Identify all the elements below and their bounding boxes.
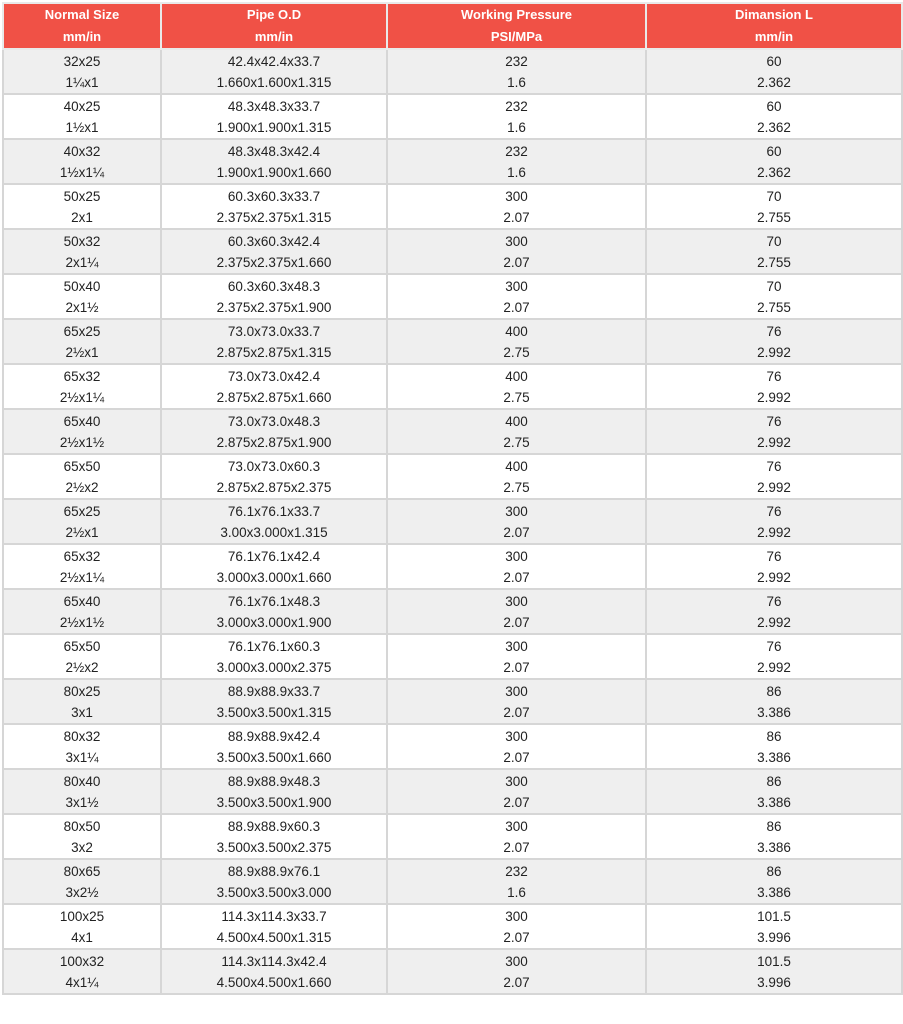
cell-dimension-l bbox=[646, 499, 902, 544]
imperial-value: 2.875x2.875x2.375 bbox=[216, 479, 332, 495]
imperial-value: 1½x1¼ bbox=[59, 164, 105, 180]
cell-working-pressure bbox=[387, 139, 646, 184]
imperial-value: 2.07 bbox=[503, 839, 530, 855]
imperial-value: 2.362 bbox=[757, 164, 791, 180]
imperial-value: 3.996 bbox=[757, 929, 791, 945]
imperial-value: 1½x1 bbox=[65, 119, 99, 135]
imperial-value: 2.375x2.375x1.900 bbox=[216, 299, 332, 315]
imperial-value: 1.660x1.600x1.315 bbox=[216, 74, 332, 90]
cell-dimension-l bbox=[646, 319, 902, 364]
imperial-value: 2.875x2.875x1.315 bbox=[216, 344, 332, 360]
metric-value: 400 bbox=[505, 368, 528, 384]
imperial-value: 3.386 bbox=[757, 749, 791, 765]
metric-value: 60 bbox=[766, 98, 782, 114]
cell-working-pressure bbox=[387, 184, 646, 229]
imperial-value: 2.07 bbox=[503, 749, 530, 765]
metric-value: 300 bbox=[505, 548, 528, 564]
header-label: Dimansion L bbox=[734, 7, 813, 22]
cell-pipe-od bbox=[161, 364, 387, 409]
imperial-value: 2.992 bbox=[757, 659, 791, 675]
metric-value: 76 bbox=[766, 503, 782, 519]
imperial-value: 4x1¼ bbox=[65, 974, 99, 990]
imperial-value: 1.900x1.900x1.315 bbox=[216, 119, 332, 135]
metric-value: 73.0x73.0x42.4 bbox=[227, 368, 321, 384]
table-row bbox=[3, 724, 902, 769]
cell-dimension-l bbox=[646, 139, 902, 184]
table-row bbox=[3, 184, 902, 229]
cell-dimension-l bbox=[646, 724, 902, 769]
cell-normal-size bbox=[3, 49, 161, 94]
cell-working-pressure bbox=[387, 364, 646, 409]
metric-value: 232 bbox=[505, 863, 528, 879]
imperial-value: 2.362 bbox=[757, 119, 791, 135]
imperial-value: 2.07 bbox=[503, 794, 530, 810]
header-pipe-od bbox=[161, 3, 387, 49]
cell-dimension-l bbox=[646, 814, 902, 859]
metric-value: 88.9x88.9x48.3 bbox=[227, 773, 321, 789]
table-row bbox=[3, 364, 902, 409]
imperial-value: 3.000x3.000x1.660 bbox=[216, 569, 332, 585]
cell-pipe-od bbox=[161, 184, 387, 229]
metric-value: 86 bbox=[766, 728, 782, 744]
cell-pipe-od bbox=[161, 94, 387, 139]
imperial-value: 2.992 bbox=[757, 524, 791, 540]
metric-value: 65x40 bbox=[63, 413, 101, 429]
metric-value: 65x25 bbox=[63, 503, 101, 519]
metric-value: 400 bbox=[505, 413, 528, 429]
cell-normal-size bbox=[3, 949, 161, 994]
cell-normal-size bbox=[3, 499, 161, 544]
metric-value: 88.9x88.9x76.1 bbox=[227, 863, 321, 879]
metric-value: 86 bbox=[766, 683, 782, 699]
metric-value: 73.0x73.0x33.7 bbox=[227, 323, 321, 339]
imperial-value: 2½x1 bbox=[65, 524, 99, 540]
imperial-value: 2.07 bbox=[503, 209, 530, 225]
metric-value: 65x32 bbox=[63, 548, 101, 564]
metric-value: 70 bbox=[766, 233, 782, 249]
cell-pipe-od bbox=[161, 409, 387, 454]
metric-value: 60.3x60.3x48.3 bbox=[227, 278, 321, 294]
imperial-value: 2.875x2.875x1.900 bbox=[216, 434, 332, 450]
metric-value: 70 bbox=[766, 188, 782, 204]
imperial-value: 2.75 bbox=[503, 434, 530, 450]
cell-normal-size bbox=[3, 814, 161, 859]
imperial-value: 2½x1¼ bbox=[59, 569, 105, 585]
imperial-value: 2.375x2.375x1.660 bbox=[216, 254, 332, 270]
metric-value: 70 bbox=[766, 278, 782, 294]
cell-working-pressure bbox=[387, 859, 646, 904]
cell-dimension-l bbox=[646, 274, 902, 319]
cell-working-pressure bbox=[387, 409, 646, 454]
cell-working-pressure bbox=[387, 454, 646, 499]
cell-pipe-od bbox=[161, 769, 387, 814]
metric-value: 80x32 bbox=[63, 728, 101, 744]
metric-value: 65x50 bbox=[63, 458, 101, 474]
imperial-value: 2.75 bbox=[503, 389, 530, 405]
cell-dimension-l bbox=[646, 589, 902, 634]
metric-value: 86 bbox=[766, 863, 782, 879]
imperial-value: 2½x2 bbox=[65, 659, 99, 675]
imperial-value: 1.6 bbox=[507, 164, 526, 180]
imperial-value: 2x1½ bbox=[65, 299, 99, 315]
cell-pipe-od bbox=[161, 274, 387, 319]
table-row bbox=[3, 319, 902, 364]
table-row bbox=[3, 139, 902, 184]
metric-value: 88.9x88.9x60.3 bbox=[227, 818, 321, 834]
metric-value: 65x32 bbox=[63, 368, 101, 384]
metric-value: 65x40 bbox=[63, 593, 101, 609]
header-unit: mm/in bbox=[754, 29, 794, 44]
header-label: Normal Size bbox=[44, 7, 120, 22]
metric-value: 101.5 bbox=[757, 908, 791, 924]
imperial-value: 3.996 bbox=[757, 974, 791, 990]
metric-value: 60.3x60.3x42.4 bbox=[227, 233, 321, 249]
imperial-value: 2.992 bbox=[757, 389, 791, 405]
cell-dimension-l bbox=[646, 454, 902, 499]
metric-value: 73.0x73.0x48.3 bbox=[227, 413, 321, 429]
imperial-value: 3.500x3.500x1.660 bbox=[216, 749, 332, 765]
cell-pipe-od bbox=[161, 229, 387, 274]
metric-value: 300 bbox=[505, 683, 528, 699]
cell-working-pressure bbox=[387, 274, 646, 319]
metric-value: 48.3x48.3x42.4 bbox=[227, 143, 321, 159]
cell-normal-size bbox=[3, 139, 161, 184]
cell-working-pressure bbox=[387, 499, 646, 544]
cell-working-pressure bbox=[387, 589, 646, 634]
cell-normal-size bbox=[3, 229, 161, 274]
metric-value: 88.9x88.9x33.7 bbox=[227, 683, 321, 699]
imperial-value: 3x1½ bbox=[65, 794, 99, 810]
cell-working-pressure bbox=[387, 949, 646, 994]
metric-value: 65x50 bbox=[63, 638, 101, 654]
metric-value: 50x32 bbox=[63, 233, 101, 249]
cell-normal-size bbox=[3, 94, 161, 139]
imperial-value: 4.500x4.500x1.660 bbox=[216, 974, 332, 990]
imperial-value: 2.755 bbox=[757, 209, 791, 225]
imperial-value: 2.375x2.375x1.315 bbox=[216, 209, 332, 225]
cell-normal-size bbox=[3, 544, 161, 589]
header-working-pressure bbox=[387, 3, 646, 49]
metric-value: 76 bbox=[766, 593, 782, 609]
metric-value: 48.3x48.3x33.7 bbox=[227, 98, 321, 114]
table-row bbox=[3, 94, 902, 139]
imperial-value: 3.500x3.500x2.375 bbox=[216, 839, 332, 855]
cell-working-pressure bbox=[387, 724, 646, 769]
metric-value: 76 bbox=[766, 638, 782, 654]
header-unit: mm/in bbox=[254, 29, 294, 44]
imperial-value: 2x1¼ bbox=[65, 254, 99, 270]
imperial-value: 3.000x3.000x1.900 bbox=[216, 614, 332, 630]
metric-value: 400 bbox=[505, 458, 528, 474]
imperial-value: 2x1 bbox=[71, 209, 93, 225]
metric-value: 100x25 bbox=[59, 908, 105, 924]
imperial-value: 2.07 bbox=[503, 929, 530, 945]
cell-normal-size bbox=[3, 904, 161, 949]
imperial-value: 3x1 bbox=[71, 704, 93, 720]
imperial-value: 2.07 bbox=[503, 614, 530, 630]
imperial-value: 3.500x3.500x1.900 bbox=[216, 794, 332, 810]
metric-value: 80x25 bbox=[63, 683, 101, 699]
imperial-value: 2.75 bbox=[503, 479, 530, 495]
imperial-value: 2.07 bbox=[503, 254, 530, 270]
metric-value: 232 bbox=[505, 143, 528, 159]
cell-normal-size bbox=[3, 409, 161, 454]
cell-normal-size bbox=[3, 589, 161, 634]
metric-value: 40x32 bbox=[63, 143, 101, 159]
metric-value: 300 bbox=[505, 818, 528, 834]
metric-value: 50x40 bbox=[63, 278, 101, 294]
metric-value: 300 bbox=[505, 728, 528, 744]
cell-working-pressure bbox=[387, 49, 646, 94]
header-label: Pipe O.D bbox=[246, 7, 302, 22]
cell-pipe-od bbox=[161, 904, 387, 949]
imperial-value: 1.900x1.900x1.660 bbox=[216, 164, 332, 180]
table-row bbox=[3, 859, 902, 904]
header-unit: PSI/MPa bbox=[490, 29, 543, 44]
cell-normal-size bbox=[3, 724, 161, 769]
table-row bbox=[3, 589, 902, 634]
imperial-value: 3.386 bbox=[757, 794, 791, 810]
metric-value: 101.5 bbox=[757, 953, 791, 969]
table-row bbox=[3, 904, 902, 949]
cell-normal-size bbox=[3, 679, 161, 724]
cell-pipe-od bbox=[161, 49, 387, 94]
imperial-value: 3.500x3.500x3.000 bbox=[216, 884, 332, 900]
cell-normal-size bbox=[3, 184, 161, 229]
metric-value: 80x40 bbox=[63, 773, 101, 789]
imperial-value: 3.000x3.000x2.375 bbox=[216, 659, 332, 675]
metric-value: 300 bbox=[505, 593, 528, 609]
imperial-value: 1.6 bbox=[507, 119, 526, 135]
imperial-value: 1.6 bbox=[507, 884, 526, 900]
metric-value: 300 bbox=[505, 503, 528, 519]
cell-working-pressure bbox=[387, 679, 646, 724]
metric-value: 76 bbox=[766, 548, 782, 564]
imperial-value: 3.386 bbox=[757, 884, 791, 900]
imperial-value: 2.755 bbox=[757, 299, 791, 315]
cell-pipe-od bbox=[161, 499, 387, 544]
cell-working-pressure bbox=[387, 94, 646, 139]
imperial-value: 1¼x1 bbox=[65, 74, 99, 90]
imperial-value: 2.755 bbox=[757, 254, 791, 270]
cell-dimension-l bbox=[646, 904, 902, 949]
imperial-value: 2½x1½ bbox=[59, 434, 105, 450]
cell-pipe-od bbox=[161, 814, 387, 859]
imperial-value: 3x2½ bbox=[65, 884, 99, 900]
metric-value: 50x25 bbox=[63, 188, 101, 204]
header-label: Working Pressure bbox=[460, 7, 573, 22]
cell-pipe-od bbox=[161, 724, 387, 769]
imperial-value: 3.00x3.000x1.315 bbox=[220, 524, 328, 540]
table-row bbox=[3, 949, 902, 994]
header-normal-size bbox=[3, 3, 161, 49]
metric-value: 300 bbox=[505, 908, 528, 924]
cell-dimension-l bbox=[646, 364, 902, 409]
metric-value: 114.3x114.3x33.7 bbox=[221, 908, 327, 924]
metric-value: 300 bbox=[505, 638, 528, 654]
cell-working-pressure bbox=[387, 814, 646, 859]
metric-value: 76 bbox=[766, 413, 782, 429]
cell-dimension-l bbox=[646, 769, 902, 814]
metric-value: 76.1x76.1x48.3 bbox=[227, 593, 321, 609]
imperial-value: 4x1 bbox=[71, 929, 93, 945]
cell-pipe-od bbox=[161, 454, 387, 499]
table-row bbox=[3, 454, 902, 499]
table-row bbox=[3, 634, 902, 679]
metric-value: 300 bbox=[505, 188, 528, 204]
imperial-value: 2½x1 bbox=[65, 344, 99, 360]
metric-value: 400 bbox=[505, 323, 528, 339]
cell-normal-size bbox=[3, 364, 161, 409]
metric-value: 76 bbox=[766, 368, 782, 384]
metric-value: 88.9x88.9x42.4 bbox=[227, 728, 321, 744]
cell-normal-size bbox=[3, 634, 161, 679]
metric-value: 76.1x76.1x33.7 bbox=[227, 503, 321, 519]
cell-working-pressure bbox=[387, 634, 646, 679]
cell-working-pressure bbox=[387, 544, 646, 589]
imperial-value: 2.992 bbox=[757, 614, 791, 630]
metric-value: 86 bbox=[766, 818, 782, 834]
imperial-value: 2½x2 bbox=[65, 479, 99, 495]
metric-value: 40x25 bbox=[63, 98, 101, 114]
imperial-value: 1.6 bbox=[507, 74, 526, 90]
table-row bbox=[3, 769, 902, 814]
cell-pipe-od bbox=[161, 859, 387, 904]
imperial-value: 2.992 bbox=[757, 479, 791, 495]
specification-table bbox=[2, 2, 903, 995]
metric-value: 76 bbox=[766, 323, 782, 339]
table-row bbox=[3, 544, 902, 589]
imperial-value: 2.07 bbox=[503, 569, 530, 585]
cell-working-pressure bbox=[387, 319, 646, 364]
cell-normal-size bbox=[3, 319, 161, 364]
cell-dimension-l bbox=[646, 634, 902, 679]
cell-working-pressure bbox=[387, 904, 646, 949]
table-row bbox=[3, 49, 902, 94]
cell-dimension-l bbox=[646, 409, 902, 454]
imperial-value: 2½x1¼ bbox=[59, 389, 105, 405]
metric-value: 42.4x42.4x33.7 bbox=[227, 53, 321, 69]
imperial-value: 2.992 bbox=[757, 434, 791, 450]
imperial-value: 3.386 bbox=[757, 704, 791, 720]
imperial-value: 3.386 bbox=[757, 839, 791, 855]
imperial-value: 4.500x4.500x1.315 bbox=[216, 929, 332, 945]
cell-pipe-od bbox=[161, 544, 387, 589]
metric-value: 76.1x76.1x60.3 bbox=[227, 638, 321, 654]
cell-pipe-od bbox=[161, 679, 387, 724]
metric-value: 60 bbox=[766, 53, 782, 69]
metric-value: 114.3x114.3x42.4 bbox=[221, 953, 327, 969]
metric-value: 76.1x76.1x42.4 bbox=[227, 548, 321, 564]
cell-dimension-l bbox=[646, 949, 902, 994]
cell-dimension-l bbox=[646, 544, 902, 589]
imperial-value: 2.07 bbox=[503, 299, 530, 315]
table-row bbox=[3, 229, 902, 274]
imperial-value: 2.07 bbox=[503, 974, 530, 990]
metric-value: 73.0x73.0x60.3 bbox=[227, 458, 321, 474]
cell-dimension-l bbox=[646, 859, 902, 904]
metric-value: 300 bbox=[505, 233, 528, 249]
cell-pipe-od bbox=[161, 949, 387, 994]
imperial-value: 2.75 bbox=[503, 344, 530, 360]
metric-value: 86 bbox=[766, 773, 782, 789]
imperial-value: 2.875x2.875x1.660 bbox=[216, 389, 332, 405]
imperial-value: 3x1¼ bbox=[65, 749, 99, 765]
metric-value: 80x65 bbox=[63, 863, 101, 879]
cell-normal-size bbox=[3, 454, 161, 499]
table-row bbox=[3, 499, 902, 544]
table-row bbox=[3, 274, 902, 319]
header-unit: mm/in bbox=[62, 29, 102, 44]
metric-value: 80x50 bbox=[63, 818, 101, 834]
metric-value: 100x32 bbox=[59, 953, 105, 969]
metric-value: 65x25 bbox=[63, 323, 101, 339]
imperial-value: 2.362 bbox=[757, 74, 791, 90]
table-row bbox=[3, 814, 902, 859]
metric-value: 232 bbox=[505, 98, 528, 114]
table-row bbox=[3, 679, 902, 724]
cell-dimension-l bbox=[646, 184, 902, 229]
cell-working-pressure bbox=[387, 229, 646, 274]
cell-pipe-od bbox=[161, 589, 387, 634]
cell-pipe-od bbox=[161, 634, 387, 679]
cell-pipe-od bbox=[161, 319, 387, 364]
imperial-value: 3.500x3.500x1.315 bbox=[216, 704, 332, 720]
header-dimension-l bbox=[646, 3, 902, 49]
metric-value: 300 bbox=[505, 953, 528, 969]
cell-normal-size bbox=[3, 274, 161, 319]
table-row bbox=[3, 409, 902, 454]
metric-value: 60.3x60.3x33.7 bbox=[227, 188, 321, 204]
imperial-value: 2.07 bbox=[503, 704, 530, 720]
cell-pipe-od bbox=[161, 139, 387, 184]
imperial-value: 2.07 bbox=[503, 524, 530, 540]
imperial-value: 2.07 bbox=[503, 659, 530, 675]
imperial-value: 2.992 bbox=[757, 569, 791, 585]
imperial-value: 3x2 bbox=[71, 839, 93, 855]
cell-dimension-l bbox=[646, 229, 902, 274]
imperial-value: 2½x1½ bbox=[59, 614, 105, 630]
metric-value: 300 bbox=[505, 278, 528, 294]
header-row bbox=[3, 3, 902, 49]
metric-value: 60 bbox=[766, 143, 782, 159]
cell-working-pressure bbox=[387, 769, 646, 814]
metric-value: 32x25 bbox=[63, 53, 101, 69]
table-body bbox=[3, 49, 902, 994]
metric-value: 232 bbox=[505, 53, 528, 69]
cell-dimension-l bbox=[646, 49, 902, 94]
cell-normal-size bbox=[3, 769, 161, 814]
cell-dimension-l bbox=[646, 94, 902, 139]
cell-dimension-l bbox=[646, 679, 902, 724]
metric-value: 76 bbox=[766, 458, 782, 474]
metric-value: 300 bbox=[505, 773, 528, 789]
cell-normal-size bbox=[3, 859, 161, 904]
imperial-value: 2.992 bbox=[757, 344, 791, 360]
